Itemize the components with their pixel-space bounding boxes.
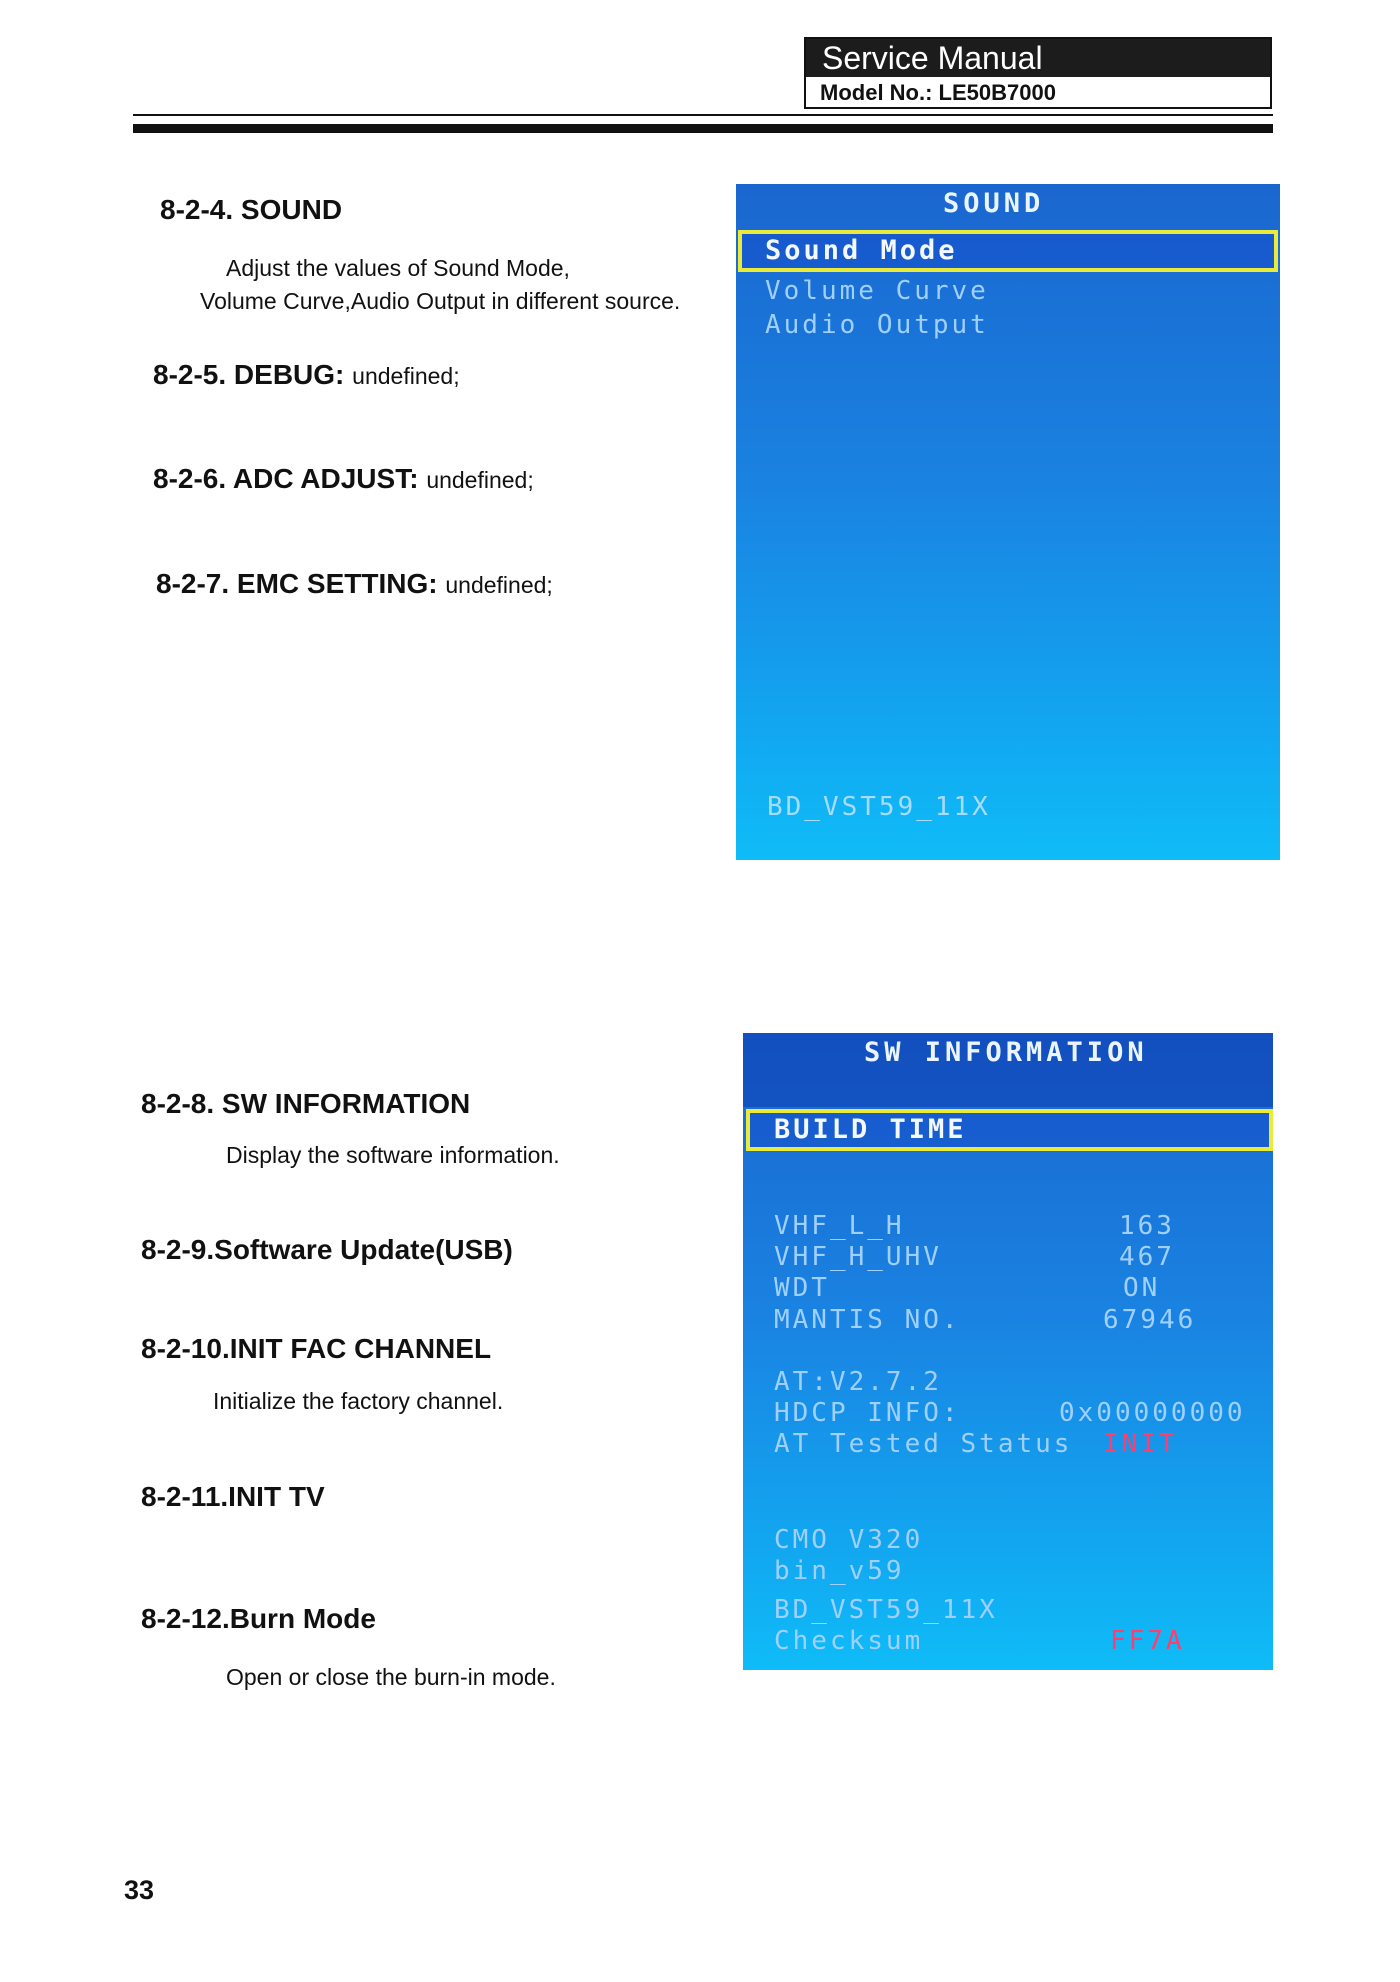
section-sound-line2: Volume Curve,Audio Output in different source. — [200, 288, 681, 314]
section-emc-value: undefined; — [445, 572, 553, 598]
sound-osd-selected-item: Sound Mode — [765, 235, 958, 266]
section-sw-info-heading: 8-2-8. SW INFORMATION — [141, 1088, 471, 1119]
section-sw-update-heading: 8-2-9.Software Update(USB) — [141, 1234, 513, 1265]
section-adc-heading: 8-2-6. ADC ADJUST: — [153, 463, 419, 494]
sound-osd-title: SOUND — [943, 188, 1045, 219]
section-init-fac-heading: 8-2-10.INIT FAC CHANNEL — [141, 1333, 492, 1364]
sw-osd-bin: bin_v59 — [774, 1556, 905, 1586]
header-rule-thick — [133, 124, 1273, 133]
sw-osd-checksum-label: Checksum — [774, 1626, 924, 1656]
sw-osd-row-label: VHF_H_UHV — [774, 1242, 942, 1272]
model-number: Model No.: LE50B7000 — [820, 80, 1056, 105]
manual-title: Service Manual — [806, 39, 1270, 77]
sound-osd-screen — [736, 184, 1280, 860]
section-debug-heading: 8-2-5. DEBUG: — [153, 359, 345, 390]
sw-osd-at-version: AT:V2.7.2 — [774, 1367, 942, 1397]
sw-osd-checksum-value: FF7A — [1110, 1626, 1185, 1656]
sw-osd-row-label: VHF_L_H — [774, 1211, 905, 1241]
section-burn-desc: Open or close the burn-in mode. — [226, 1664, 556, 1690]
header-rule-thin — [133, 114, 1273, 116]
sw-osd-row-value: ON — [1123, 1273, 1161, 1303]
sound-osd-item: Audio Output — [765, 310, 989, 340]
section-emc — [156, 568, 553, 600]
sw-osd-title: SW INFORMATION — [864, 1037, 1148, 1068]
page-number: 33 — [124, 1875, 155, 1905]
header-box — [804, 37, 1272, 109]
sw-osd-panel: CMO V320 — [774, 1525, 924, 1555]
section-debug — [153, 359, 460, 391]
section-init-tv-heading: 8-2-11.INIT TV — [141, 1481, 325, 1512]
sw-osd-hdcp-label: HDCP INFO: — [774, 1398, 961, 1428]
sound-osd-footer: BD_VST59_11X — [767, 792, 991, 822]
sw-osd-screen — [743, 1033, 1273, 1670]
section-sound-heading: 8-2-4. SOUND — [160, 194, 343, 225]
section-sound-line1: Adjust the values of Sound Mode, — [226, 255, 570, 281]
sw-osd-row-value: 163 — [1119, 1211, 1175, 1241]
section-sw-info-desc: Display the software information. — [226, 1142, 560, 1168]
sw-osd-row-label: WDT — [774, 1273, 830, 1303]
sw-osd-at-status-label: AT Tested Status — [774, 1429, 1073, 1459]
sw-osd-at-status-value: INIT — [1103, 1429, 1178, 1459]
section-debug-value: undefined; — [352, 363, 460, 389]
sound-osd-item: Volume Curve — [765, 276, 989, 306]
sw-osd-row-value: 467 — [1119, 1242, 1175, 1272]
section-burn-heading: 8-2-12.Burn Mode — [141, 1603, 376, 1634]
sw-osd-board: BD_VST59_11X — [774, 1595, 998, 1625]
sw-osd-row-label: MANTIS NO. — [774, 1305, 961, 1335]
section-adc — [153, 463, 534, 495]
section-adc-value: undefined; — [426, 467, 534, 493]
sw-osd-selected-item: BUILD TIME — [774, 1114, 967, 1145]
sw-osd-row-value: 67946 — [1103, 1305, 1197, 1335]
sw-osd-hdcp-value: 0x00000000 — [1059, 1398, 1246, 1428]
section-init-fac-desc: Initialize the factory channel. — [213, 1388, 504, 1414]
section-emc-heading: 8-2-7. EMC SETTING: — [156, 568, 438, 599]
